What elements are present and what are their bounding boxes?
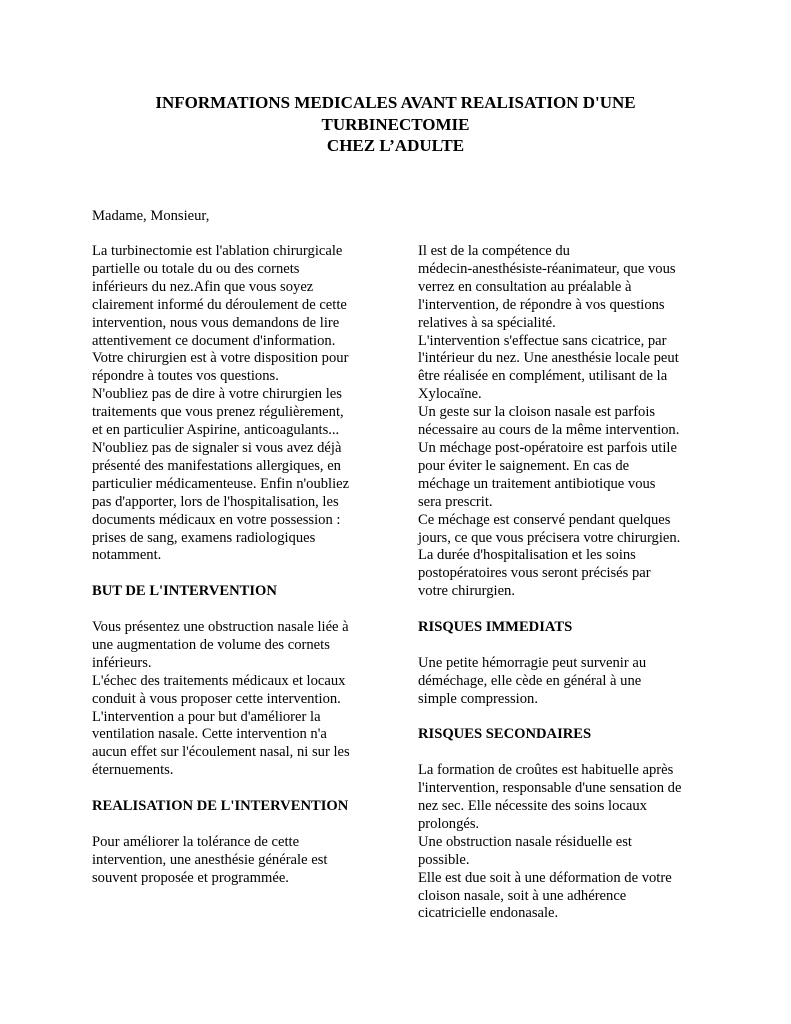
anesthesia-paragraph: Il est de la compétence du médecin-anesthésiste-réanimateur, que vous verrez en consultation au préalable à l'intervention, de répondre à vos questions relatives à sa spécialité. L'intervention s'effectue sans cicatrice, par l'intérieur du nez. Une anesthésie locale peut être réalisée en complément, utilisant de la Xylocaïne. Un geste sur la cloison nasale est parfois nécessaire au cours de la même intervention. Un méchage post-opératoire est parfois utile pour éviter le saignement. En cas de méchage un traitement antibiotique vous sera prescrit. Ce méchage est conservé pendant quelques jours, ce que vous précisera votre chirurgien. La durée d'hospitalisation et les soins postopératoires vous seront précisés par votre chirurgien. xyxy=(418,243,681,600)
risques-immediats-paragraph: Une petite hémorragie peut survenir au déméchage, elle cède en général à une simple compression. xyxy=(418,654,647,707)
intro-paragraph: La turbinectomie est l'ablation chirurgicale partielle ou totale du ou des cornets inférieurs du nez.Afin que vous soyez clairement informé du déroulement de cette intervention, nous vous demandons de lire attentivement ce document d'information. Votre chirurgien est à votre disposition pour répondre à toutes vos questions. N'oubliez pas de dire à votre chirurgien les traitements que vous prenez régulièrement, et en particulier Aspirine, anticoagulants... N'oubliez pas de signaler si vous avez déjà présenté des manifestations allergiques, en particulier médicamenteuse. Enfin n'oubliez pas d'apporter, lors de l'hospitalisation, les documents médicaux en votre possession : prises de sang, examens radiologiques notamment. xyxy=(92,243,350,564)
salutation: Madame, Monsieur, xyxy=(92,208,210,224)
title-line-2: TURBINECTOMIE xyxy=(321,114,470,134)
but-paragraph: Vous présentez une obstruction nasale liée à une augmentation de volume des cornets inférieurs. L'échec des traitements médicaux et locaux conduit à vous proposer cette intervention. L'intervention a pour but d'améliorer la ventilation nasale. Cette intervention n'a aucun effet sur l'écoulement nasal, ni sur les éternuements. xyxy=(92,619,350,779)
title-line-3: CHEZ L’ADULTE xyxy=(326,136,465,155)
realisation-heading: REALISATION DE L'INTERVENTION xyxy=(92,798,349,815)
title-line-1: INFORMATIONS MEDICALES AVANT REALISATION D'UNE xyxy=(155,93,636,112)
left-column xyxy=(92,243,377,888)
risques-secondaires-heading: RISQUES SECONDAIRES xyxy=(418,726,592,743)
risques-secondaires-paragraph: La formation de croûtes est habituelle après l'intervention, responsable d'une sensation de nez sec. Elle nécessite des soins locaux prolongés. Une obstruction nasale résiduelle est possible. Elle est due soit à une déformation de votre cloison nasale, soit à une adhérence cicatricielle endonasale. xyxy=(418,762,682,922)
but-heading: BUT DE L'INTERVENTION xyxy=(92,583,277,600)
realisation-paragraph: Pour améliorer la tolérance de cette intervention, une anesthésie générale est souvent proposée et programmée. xyxy=(92,833,328,886)
right-column xyxy=(418,243,708,923)
document-title xyxy=(0,92,791,157)
risques-immediats-heading: RISQUES IMMEDIATS xyxy=(418,619,573,636)
